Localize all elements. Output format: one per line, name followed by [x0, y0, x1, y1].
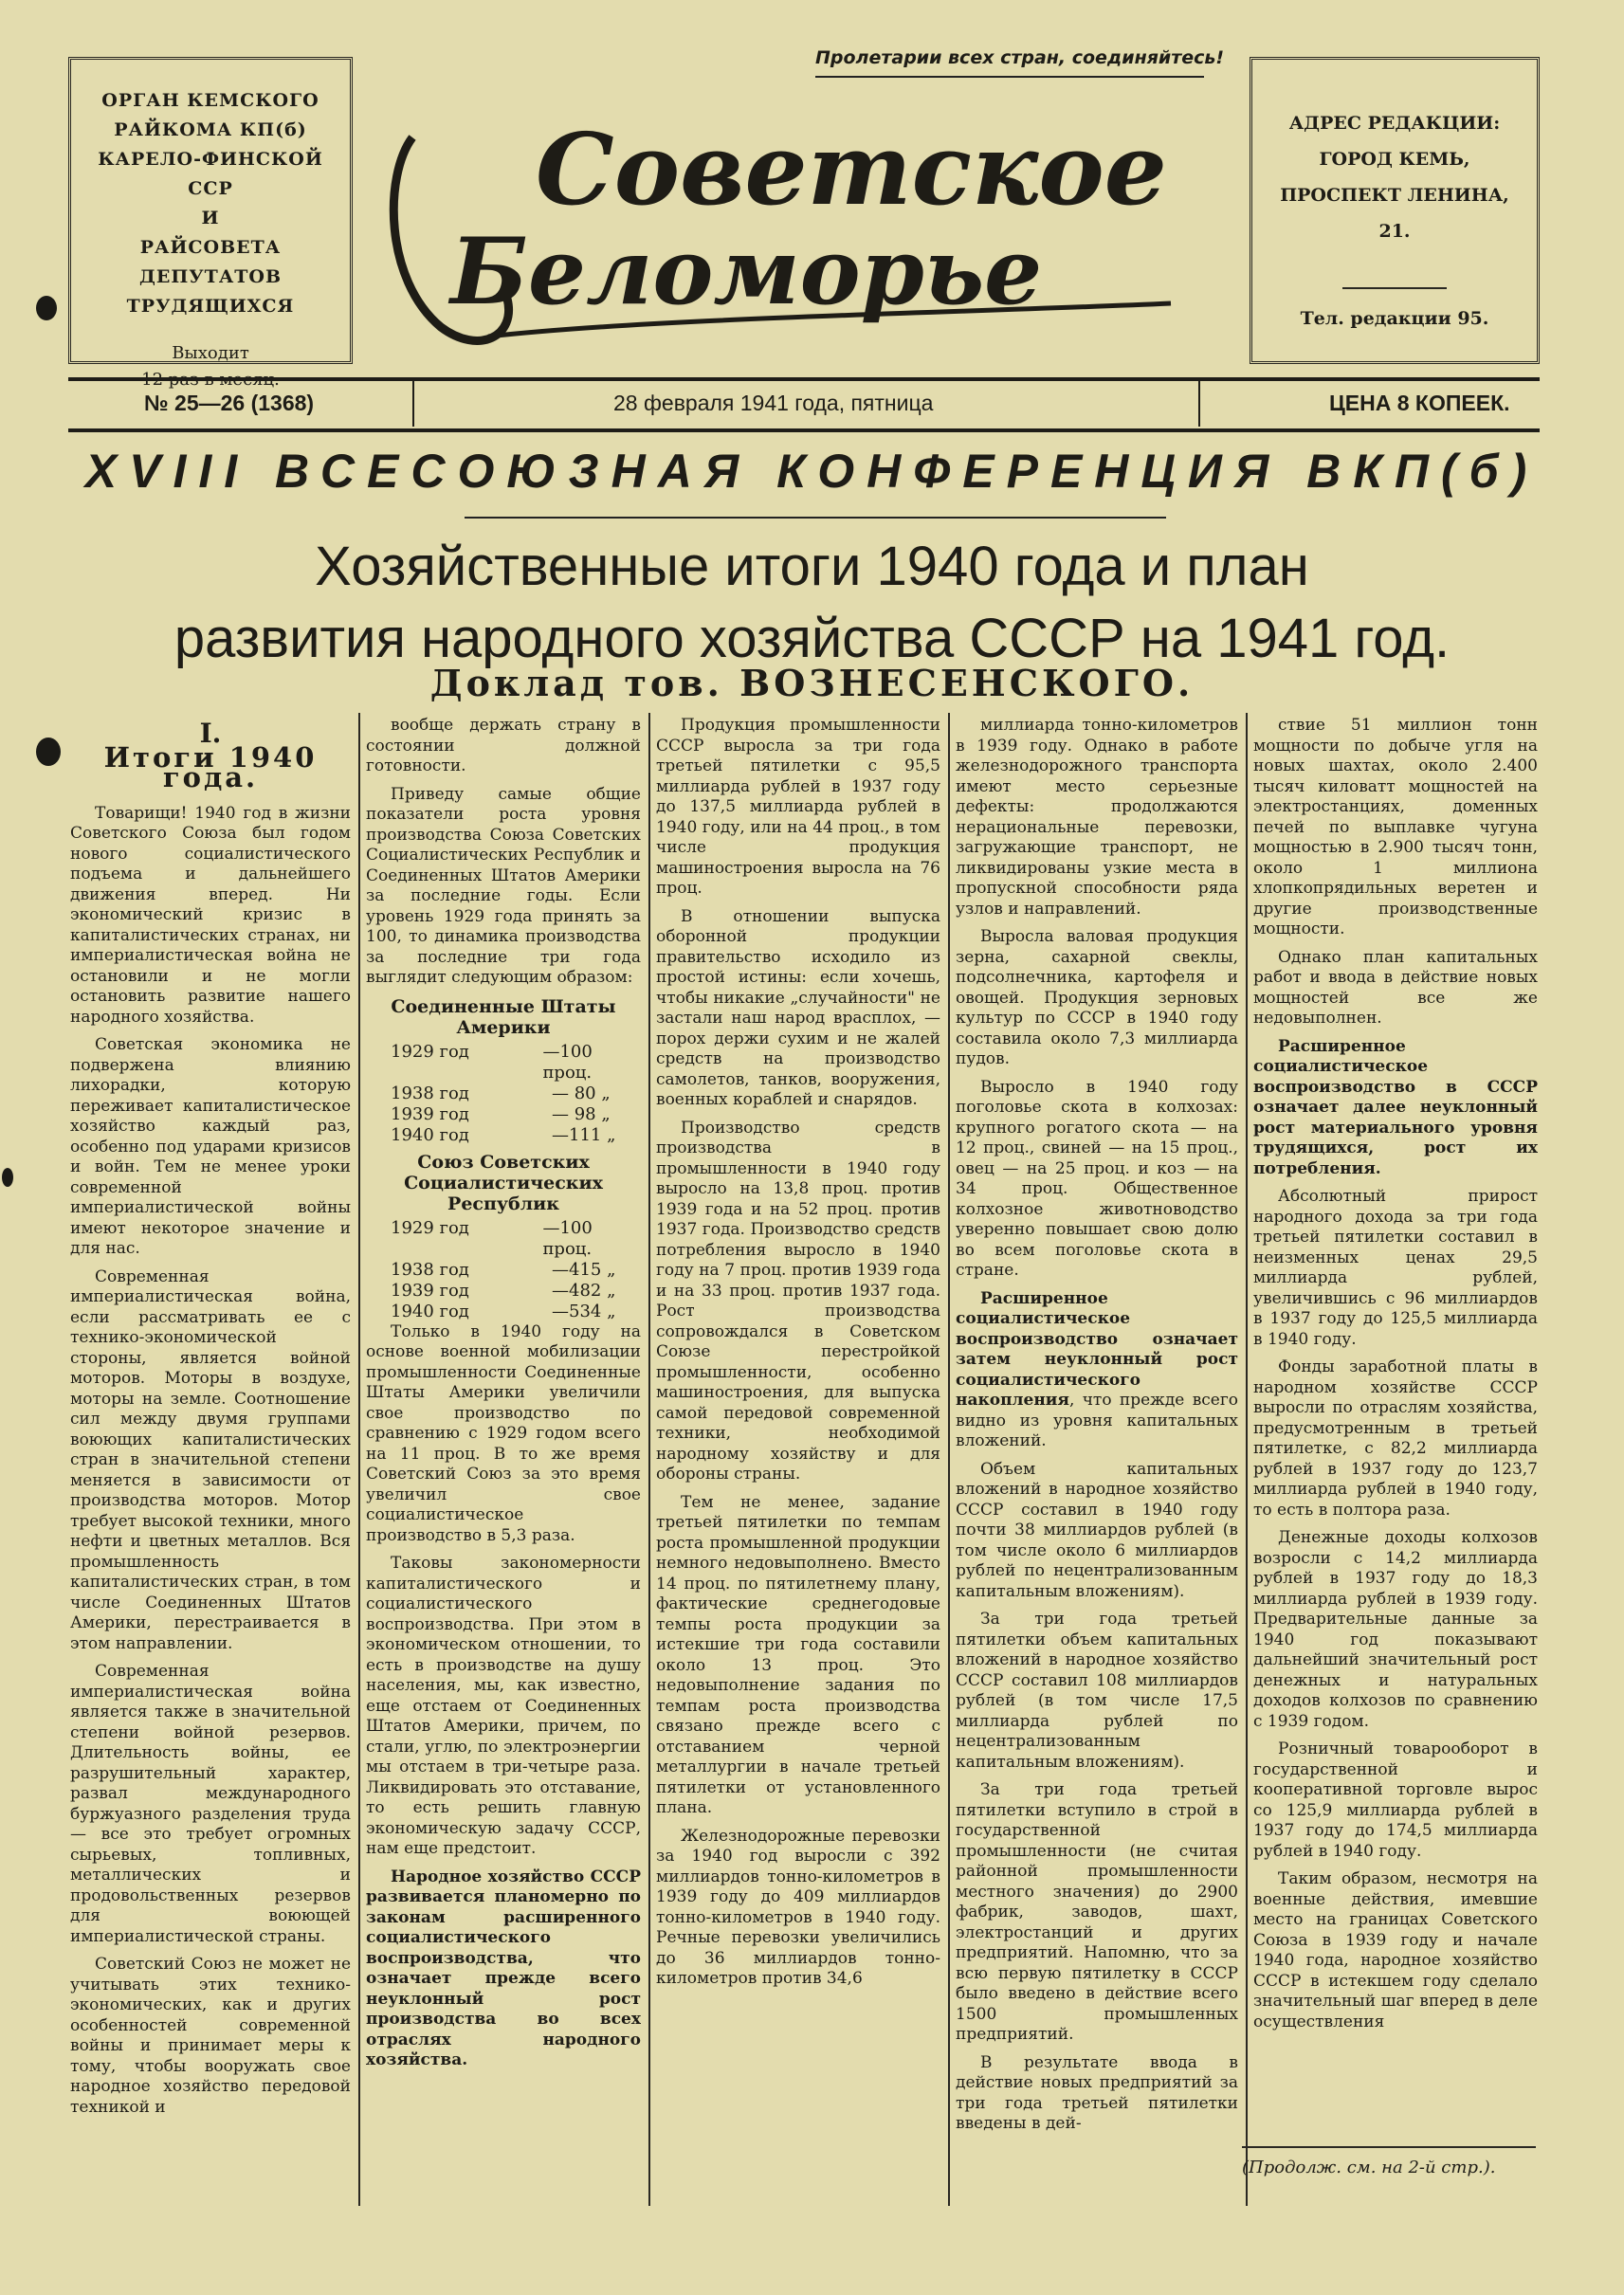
- stat-year: 1939 год: [391, 1280, 469, 1301]
- column-separator: [648, 713, 650, 2206]
- section-numeral: I.: [199, 718, 222, 749]
- stats-ussr-row: [366, 1281, 641, 1302]
- publisher-line: КАРЕЛО-ФИНСКОЙ ССР: [98, 149, 323, 199]
- paragraph: Советский Союз не может не учитывать этих технико-экономических, как и других особенностей современной войны и принимает меры к тому, чтобы вооружать свое народное хозяйство передовой техникой и: [70, 1955, 351, 2117]
- stats-ussr-row: [366, 1302, 641, 1322]
- issue-number: № 25—26 (1368): [144, 391, 315, 415]
- editorial-phone: Тел. редакции 95.: [1300, 308, 1489, 329]
- masthead-line1: Советское: [536, 111, 1167, 228]
- paragraph: миллиарда тонно-километров в 1939 году. Однако в работе железнодорожного транспорта имеют место серьезные дефекты: продолжаются нерациональные перевозки, загружающие транспорт, не ликвидированы узкие места в пропускной способности ряда узлов и направлений.: [956, 716, 1238, 919]
- headline-line: Хозяйственные итоги 1940 года и план: [315, 536, 1309, 597]
- column-separator: [1246, 713, 1248, 2206]
- bold-paragraph: Расширенное социалистическое воспроизводство в СССР означает далее неуклонный рост материального уровня трудящихся, рост их потребления.: [1253, 1036, 1538, 1178]
- stat-year: 1938 год: [391, 1259, 469, 1280]
- paragraph: Абсолютный прирост народного дохода за три года третьей пятилетки составил в неизменных ценах 29,5 миллиарда рублей, увеличившись с 96 миллиардов в 1937 году до 125,5 миллиарда в 1940 году.: [1253, 1187, 1538, 1349]
- ink-blot: [36, 738, 61, 766]
- headline: [0, 531, 1624, 675]
- stat-year: 1939 год: [391, 1103, 469, 1124]
- issue-bar: [68, 381, 1540, 427]
- paragraph: Товарищи! 1940 год в жизни Советского Союза был годом нового социалистического подъема и дальнейшего движения вперед. Ни экономический кризис в капиталистических странах, ни империалистическая война не остановили и не могли остановить развитие нашего народного хозяйства.: [70, 803, 351, 1027]
- stats-usa-row: [366, 1042, 641, 1084]
- ink-blot: [36, 296, 57, 320]
- paragraph: В отношении выпуска оборонной продукции правительство исходило из простой истины: если хочешь, чтобы никакие „случайности" не застали наш народ врасплох, — порох держи сухим и не жалей средств на производство самолетов, танков, вооружения, военных кораблей и снарядов.: [656, 906, 940, 1109]
- stats-ussr-row: [366, 1218, 641, 1260]
- address-box: [1250, 57, 1540, 364]
- paragraph: За три года третьей пятилетки объем капитальных вложений в народное хозяйство СССР составил 108 миллиардов рублей (в том числе 17,5 миллиарда рублей по нецентрализованным капитальным вложениям).: [956, 1610, 1238, 1772]
- masthead-line2: Беломорье: [450, 218, 1043, 325]
- paragraph: Советская экономика не подвержена влиянию лихорадки, которую переживает капиталистическое хозяйство каждый раз, особенно под ударами кризисов и войн. Тем не менее уроки современной империалистической войны имеют некоторое значение и для нас.: [70, 1035, 351, 1258]
- frequency-line: Выходит: [172, 343, 249, 363]
- paragraph: Объем капитальных вложений в народное хозяйство СССР составил в 1940 году почти 38 миллиардов рублей (в том числе около 6 миллиардов рублей по нецентрализованным капитальным вложениям).: [956, 1459, 1238, 1601]
- publisher-lines: [82, 86, 338, 321]
- column-separator: [358, 713, 360, 2206]
- mixed-paragraph: [956, 1289, 1238, 1452]
- issue-date: 28 февраля 1941 года, пятница: [613, 391, 934, 415]
- stat-value: —111 „: [552, 1124, 616, 1145]
- paragraph: Таковы закономерности капиталистического и социалистического воспроизводства. При этом в экономическом отношении, то есть в производстве на душу населения, мы, как известно, еще отстаем от Соединенных Штатов Америки, причем, по стали, углю, по электроэнергии мы отстаем в три-четыре раза. Ликвидировать это отставание, то есть решить главную экономическую задачу СССР, нам еще предстоит.: [366, 1554, 641, 1858]
- stat-year: 1940 год: [391, 1301, 469, 1321]
- paragraph: Производство средств производства в промышленности в 1940 году выросло на 13,8 проц. против 1939 года и на 52 проц. против 1937 года. Производство средств потребления выросло в 1940 году на 7 проц. против 1939 года и на 33 проц. против 1937 года. Рост производства сопровождался в Советском Союзе перестройкой промышленности, особенно машиностроения, для выпуска самой передовой современной техники, необходимой народному хозяйству и для обороны страны.: [656, 1118, 940, 1484]
- column-2: [366, 716, 641, 2204]
- address-rule: [1342, 287, 1447, 289]
- paragraph: Выросло в 1940 году поголовье скота в колхозах: крупного рогатого скота — на 12 проц., свиней — на 15 проц., овец — на 25 проц. и коз — на 34 проц. Общественное колхозное животноводство уверенно повышает свою долю во всем поголовье скота в стране.: [956, 1077, 1238, 1280]
- paragraph: Однако план капитальных работ и ввода в действие новых мощностей все же недовыполнен.: [1253, 947, 1538, 1028]
- publisher-line: ОРГАН КЕМСКОГО: [101, 90, 319, 111]
- paragraph: Только в 1940 году на основе военной мобилизации промышленности Соединенные Штаты Америки увеличили свое производство по сравнению с 1929 годом всего на 11 проц. В то же время Советский Союз за это время увеличил свое социалистическое производство в 5,3 раза.: [366, 1321, 641, 1545]
- paragraph: Фонды заработной платы в народном хозяйстве СССР выросли по отраслям хозяйства, предусмотренным в третьей пятилетке, с 82,2 миллиарда рублей в 1937 году до 123,7 миллиарда рублей в 1940 году, то есть в полтора раза.: [1253, 1357, 1538, 1520]
- paragraph: В результате ввода в действие новых предприятий за три года третьей пятилетки введены в дей-: [956, 2052, 1238, 2133]
- column-5: [1253, 716, 1538, 2138]
- address-line: ПРОСПЕКТ ЛЕНИНА, 21.: [1280, 185, 1509, 242]
- publisher-box: [68, 57, 353, 390]
- address-lines: [1262, 105, 1527, 249]
- address-line: ГОРОД КЕМЬ,: [1319, 149, 1470, 170]
- stat-value: —482 „: [552, 1280, 616, 1301]
- conference-rule: [465, 517, 1166, 519]
- ink-blot: [2, 1168, 13, 1187]
- report-byline: Доклад тов. ВОЗНЕСЕНСКОГО.: [429, 662, 1195, 704]
- publisher-line: РАЙСОВЕТА ДЕПУТАТОВ: [138, 237, 283, 287]
- stats-usa-row: [366, 1125, 641, 1146]
- paragraph: Приведу самые общие показатели роста уровня производства Союза Советских Социалистических Республик и Соединенных Штатов Америки за последние годы. Если уровень 1929 года принять за 100, то динамика производства за последние три года выглядит следующим образом:: [366, 784, 641, 987]
- stat-value: —100 проц.: [542, 1217, 593, 1259]
- paragraph: ствие 51 миллион тонн мощности по добыче угля на новых шахтах, около 2.400 тысяч киловатт мощностей на электростанциях, доменных печей по выплавке чугуна мощностью в 2.900 тысяч тонн, около 1 миллиона хлопкопрядильных веретен и другие производственные мощности.: [1253, 716, 1538, 938]
- phrase-tail: , что прежде всего видно из уровня капитальных вложений.: [956, 1391, 1238, 1450]
- paragraph: Продукция промышленности СССР выросла за три года третьей пятилетки с 95,5 миллиарда рублей в 1937 году до 137,5 миллиарда рублей в 1940 году, или на 44 проц., в том числе продукция машиностроения выросла на 76 проц.: [656, 716, 940, 898]
- column-separator: [948, 713, 950, 2206]
- column-3: [656, 716, 940, 2204]
- stats-usa-title: Соединенные Штаты Америки: [391, 995, 616, 1038]
- stat-year: 1929 год: [391, 1041, 469, 1062]
- bold-phrase: Расширенное социалистическое воспроизводство означает затем неуклонный рост социалистического накопления: [956, 1288, 1238, 1410]
- paragraph: Железнодорожные перевозки за 1940 год выросли с 392 миллиардов тонно-километров в 1939 году до 409 миллиардов тонно-километров в 1940 году. Речные перевозки увеличились до 36 миллиардов тонно-километров против 34,6: [656, 1826, 940, 1988]
- continuation-rule: [1242, 2146, 1536, 2148]
- paragraph: Розничный товарооборот в государственной и кооперативной торговле вырос со 125,9 миллиарда рублей в 1937 году до 174,5 миллиарда рублей в 1940 году.: [1253, 1739, 1538, 1861]
- paragraph: Денежные доходы колхозов возросли с 14,2 миллиарда рублей в 1937 году до 18,3 миллиарда рублей в 1939 году. Предварительные данные за 1940 год показывают дальнейший значительный рост денежных и натуральных доходов колхозов по сравнению с 1939 годом.: [1253, 1528, 1538, 1731]
- paragraph: За три года третьей пятилетки вступило в строй в государственной промышленности (не считая районной промышленности местного значения) до 2900 фабрик, заводов, шахт, электростанций и других предприятий. Напомню, что за всю первую пятилетку в СССР было введено в действие всего 1500 промышленных предприятий.: [956, 1780, 1238, 2044]
- stat-value: — 98 „: [552, 1103, 611, 1124]
- masthead: [374, 100, 1228, 374]
- stat-value: —534 „: [552, 1301, 616, 1321]
- paragraph: Выросла валовая продукция зерна, сахарной свеклы, подсолнечника, картофеля и овощей. Продукция зерновых культур по СССР в 1940 году составила около 7,3 миллиарда пудов.: [956, 927, 1238, 1068]
- slogan-rule: [815, 76, 1204, 78]
- bold-paragraph: Народное хозяйство СССР развивается планомерно по законам расширенного социалистического воспроизводства, что означает прежде всего неуклонный рост производства во всех отраслях народного хозяйства.: [366, 1867, 641, 2069]
- issue-separator: [412, 381, 414, 427]
- publisher-line: И: [201, 208, 220, 228]
- stat-year: 1929 год: [391, 1217, 469, 1238]
- column-1: [70, 716, 351, 2204]
- stat-value: —100 проц.: [542, 1041, 593, 1083]
- issue-price: ЦЕНА 8 КОПЕЕК.: [1329, 391, 1510, 415]
- frequency-line: 12 раз в месяц.: [141, 370, 280, 390]
- stat-value: — 80 „: [552, 1083, 611, 1103]
- paragraph: Таким образом, несмотря на военные действия, имевшие место на границах Советского Союза в 1939 году и начале 1940 года, народное хозяйство СССР в истекшем году сделало значительный шаг вперед в деле осуществления: [1253, 1869, 1538, 2031]
- address-line: АДРЕС РЕДАКЦИИ:: [1288, 113, 1501, 134]
- stat-year: 1940 год: [391, 1124, 469, 1145]
- publisher-line: ТРУДЯЩИХСЯ: [126, 296, 295, 317]
- paragraph: вообще держать страну в состоянии должной готовности.: [366, 716, 641, 775]
- stats-ussr-title: Союз Советских Социалистических Республик: [404, 1151, 603, 1214]
- paragraph: Тем не менее, задание третьей пятилетки по темпам роста промышленной продукции немного недовыполнено. Вместо 14 проц. по пятилетнему плану, фактические среднегодовые темпы роста продукции за истекшие три года составили около 13 проц. Это недовыполнение задания по темпам роста производства связано прежде всего с отставанием черной металлургии в начале третьей пятилетки от установленного плана.: [656, 1492, 940, 1817]
- paragraph: Современная империалистическая война, если рассматривать ее с технико-экономической стороны, является войной моторов. Моторы в воздухе, моторы на земле. Соотношение сил между двумя группами воюющих капиталистических стран в значительной степени меняется в зависимости от производства моторов. Мотор требует высокой техники, много нефти и цветных металлов. Вся промышленность капиталистических стран, в том числе Соединенных Штатов Америки, перестраивается в этом направлении.: [70, 1266, 351, 1653]
- stats-ussr-row: [366, 1260, 641, 1281]
- stat-value: —415 „: [552, 1259, 616, 1280]
- continuation-note: (Продолж. см. на 2-й стр.).: [1242, 2158, 1496, 2177]
- publisher-line: РАЙКОМА КП(б): [114, 119, 307, 140]
- headline-line: развития народного хозяйства СССР на 1941 год.: [173, 608, 1451, 669]
- issue-separator: [1198, 381, 1200, 427]
- masthead-svg: [374, 100, 1228, 374]
- conference-banner: XVIII ВСЕСОЮЗНАЯ КОНФЕРЕНЦИЯ ВКП(б): [84, 445, 1540, 498]
- stats-usa-row: [366, 1084, 641, 1104]
- bottom-rule: [68, 428, 1540, 432]
- slogan: Пролетарии всех стран, соединяйтесь!: [815, 47, 1225, 68]
- section-title: Итоги 1940 года.: [103, 740, 318, 793]
- stats-usa-row: [366, 1104, 641, 1125]
- stat-year: 1938 год: [391, 1083, 469, 1103]
- column-4: [956, 716, 1238, 2204]
- paragraph: Современная империалистическая война является также в значительной степени войной резервов. Длительность войны, ее разрушительный характер, развал международного буржуазного разделения труда — все это требует огромных сырьевых, топливных, металлических и продовольственных резервов для воюющей империалистической страны.: [70, 1662, 351, 1946]
